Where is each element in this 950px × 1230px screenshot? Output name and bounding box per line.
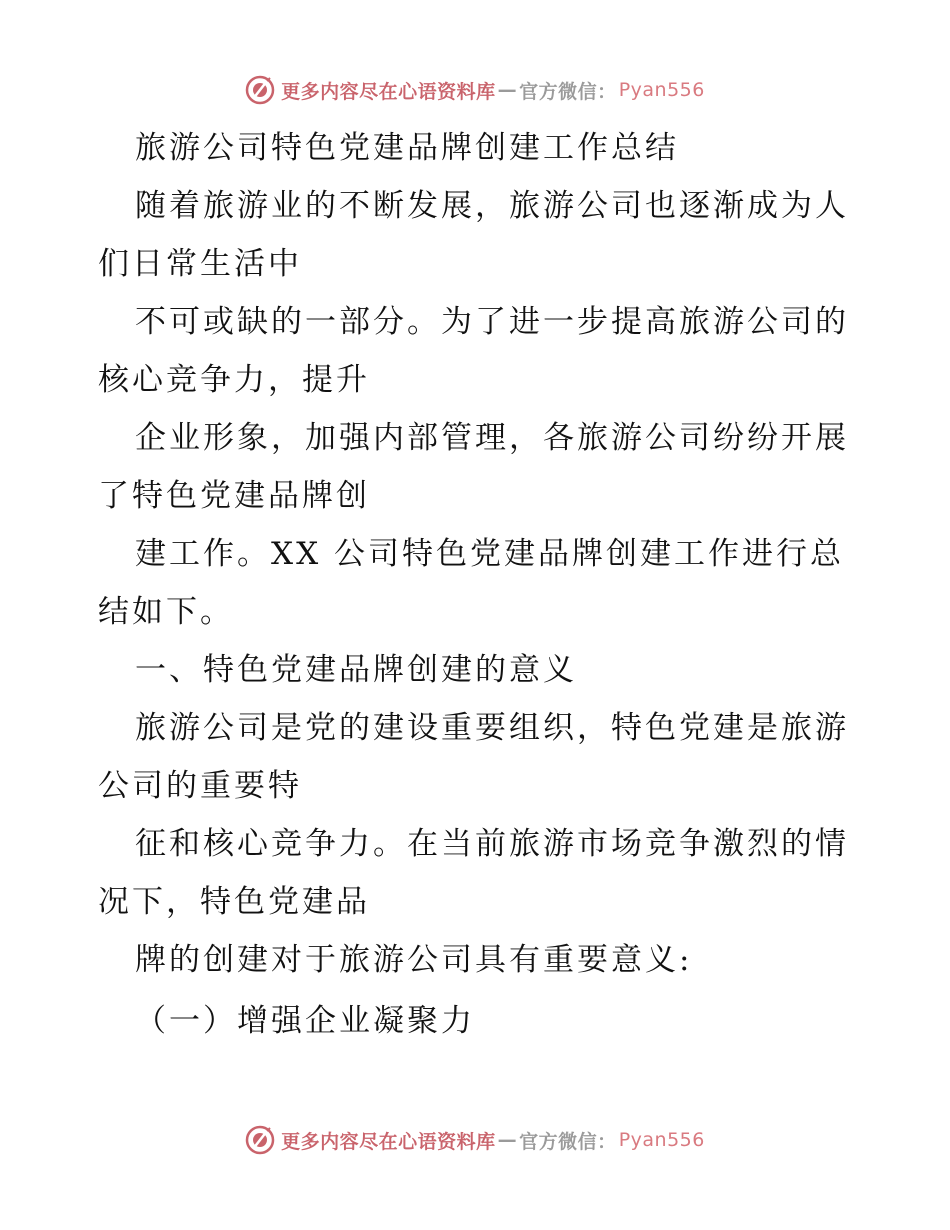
doc-line: 征和核心竞争力。在当前旅游市场竞争激烈的情	[135, 826, 849, 862]
doc-line: 公司的重要特	[98, 768, 302, 804]
doc-line: 结如下。	[98, 594, 234, 630]
watermark-wechat-id: Pyan556	[618, 79, 705, 101]
doc-line: 随着旅游业的不断发展，旅游公司也逐渐成为人	[135, 188, 849, 224]
doc-line: 了特色党建品牌创	[98, 478, 370, 514]
footer-watermark	[0, 1120, 950, 1160]
watermark-logo-icon	[245, 1125, 275, 1155]
doc-line: 企业形象，加强内部管理，各旅游公司纷纷开展	[135, 420, 849, 456]
watermark-wechat-id: Pyan556	[618, 1129, 705, 1151]
doc-line: 们日常生活中	[98, 246, 302, 282]
doc-title: 旅游公司特色党建品牌创建工作总结	[135, 130, 679, 166]
doc-line: 建工作。XX 公司特色党建品牌创建工作进行总	[135, 536, 844, 572]
section-heading: 一、特色党建品牌创建的意义	[135, 652, 577, 688]
watermark-text: 更多内容尽在心语资料库	[281, 1130, 496, 1153]
subsection-heading: （一）增强企业凝聚力	[135, 1003, 475, 1039]
doc-line: 旅游公司是党的建设重要组织，特色党建是旅游	[135, 710, 849, 746]
doc-line: 不可或缺的一部分。为了进一步提高旅游公司的	[135, 304, 849, 340]
doc-line: 况下，特色党建品	[98, 884, 370, 920]
doc-line: 核心竞争力，提升	[98, 362, 370, 398]
watermark-dash: —	[497, 79, 518, 101]
watermark-wechat-label: 官方微信：	[519, 1130, 617, 1153]
watermark-text: 更多内容尽在心语资料库	[281, 80, 496, 103]
watermark-wechat-label: 官方微信：	[519, 80, 617, 103]
doc-line: 牌的创建对于旅游公司具有重要意义:	[135, 942, 693, 978]
watermark-dash: —	[497, 1129, 518, 1151]
